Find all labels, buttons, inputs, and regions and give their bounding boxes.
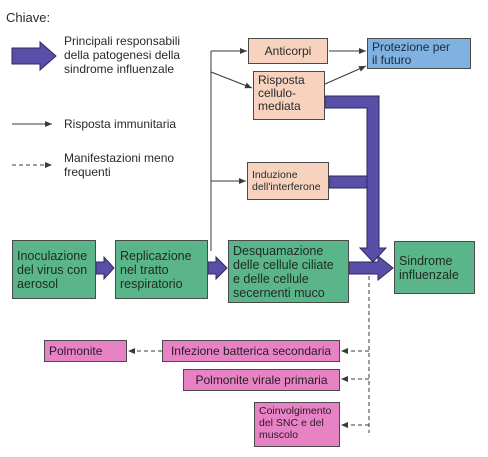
node-cns-line-1: Coinvolgimento (259, 405, 332, 417)
node-syndrome-line-1: Sindrome (399, 253, 453, 268)
node-cns-line-2: del SNC e del (259, 417, 324, 429)
node-replication-line-3: respiratorio (120, 276, 183, 291)
node-desquamation-line-3: e delle cellule (233, 271, 309, 286)
legend-rare-line-2: frequenti (64, 165, 111, 179)
legend-title: Chiave: (6, 10, 51, 25)
node-desquamation-line-2: delle cellule ciliate (233, 257, 334, 272)
node-bacterial-line-1: Infezione batterica secondaria (170, 343, 332, 358)
cellmediated-to-protection (325, 66, 366, 84)
legend-major-line-3: sindrome influenzale (64, 62, 175, 76)
node-cell-mediated-line-2: cellulo- (258, 86, 297, 100)
node-protection-line-2: il futuro (372, 53, 412, 67)
node-syndrome-line-2: influenzale (399, 267, 459, 282)
node-replication (115, 240, 208, 299)
node-protection-line-1: Protezione per (372, 40, 451, 54)
legend-major-line-1: Principali responsabili (64, 34, 181, 48)
major-arrow-replication-desquamation (208, 257, 227, 279)
node-desquamation-line-4: secernenti muco (233, 285, 325, 300)
major-arrow-inoculation-replication (96, 257, 114, 279)
legend-major-label (64, 34, 180, 76)
legend-major-arrow (12, 42, 56, 70)
legend-major-line-2: della patogenesi della (64, 48, 181, 62)
node-cell-mediated-line-1: Risposta (258, 73, 305, 87)
node-pneumonia-line-1: Polmonite (49, 343, 103, 358)
node-viral-pneumonia-line-1: Polmonite virale primaria (195, 372, 328, 387)
node-cell-mediated (253, 71, 325, 120)
node-syndrome (394, 241, 475, 294)
node-inoculation-line-3: aerosol (17, 276, 58, 291)
node-replication-line-2: nel tratto (120, 262, 169, 277)
node-replication-line-1: Replicazione (120, 248, 192, 263)
node-protection (367, 38, 471, 69)
node-inoculation (12, 240, 96, 299)
node-cell-mediated-line-3: mediata (258, 99, 301, 113)
node-interferon-line-2: dell'interferone (252, 181, 321, 193)
node-inoculation-line-2: del virus con (17, 262, 88, 277)
legend-rare-label (64, 151, 174, 179)
node-cns-line-3: muscolo (259, 429, 299, 441)
node-interferon (247, 162, 329, 200)
legend-rare-line-1: Manifestazioni meno (64, 151, 175, 165)
node-viral-pneumonia (183, 369, 340, 391)
legend-immune-label: Risposta immunitaria (64, 117, 177, 131)
node-antibodies (248, 38, 328, 64)
trunk-to-cellmediated (211, 72, 252, 88)
node-desquamation-line-1: Desquamazione (233, 243, 324, 258)
node-antibodies-line-1: Anticorpi (264, 43, 312, 58)
node-interferon-line-1: Induzione (252, 169, 298, 181)
node-pneumonia (44, 340, 127, 362)
node-cns (254, 402, 340, 447)
node-inoculation-line-1: Inoculazione (17, 248, 88, 263)
major-arrow-interferon-join (329, 176, 367, 188)
node-bacterial-infection (162, 340, 340, 362)
node-desquamation (228, 240, 349, 303)
